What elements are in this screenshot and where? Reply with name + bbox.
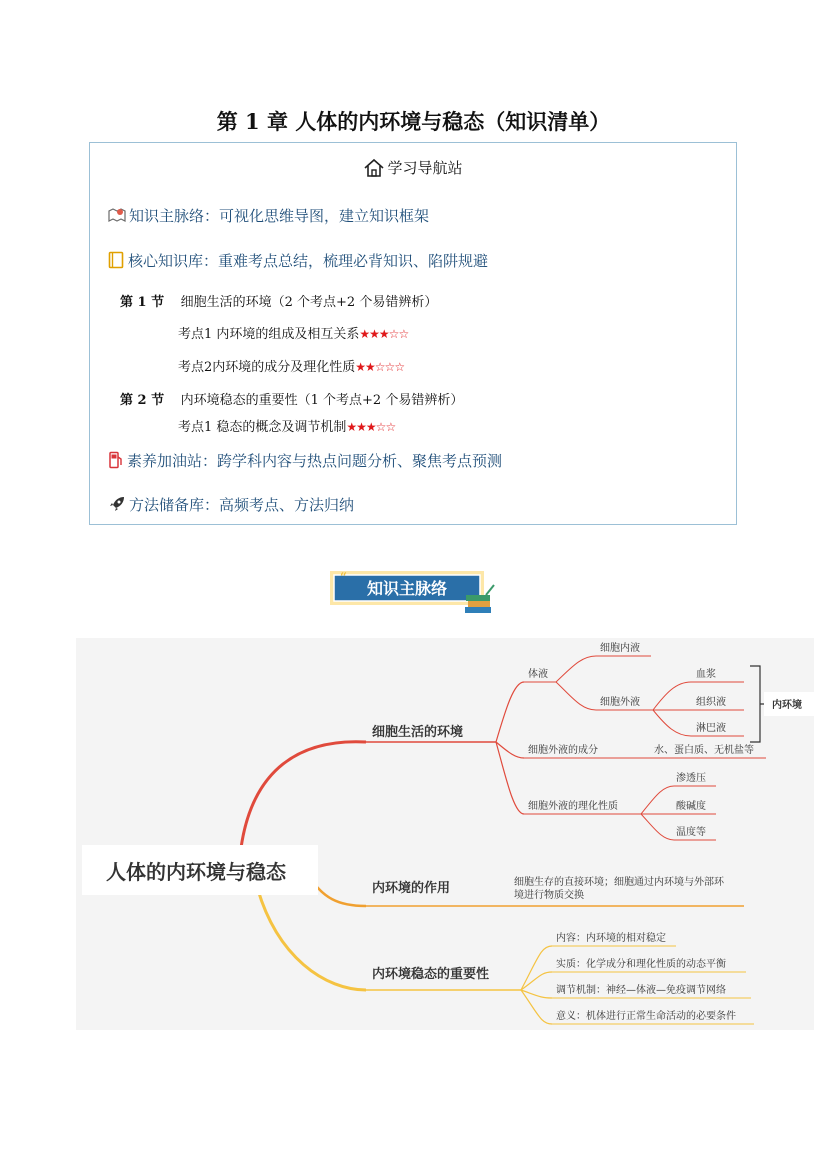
nav-row-label: 方法储备库: [129, 496, 205, 514]
branch3-item-significance: 意义：机体进行正常生命活动的必要条件: [556, 1011, 736, 1022]
nav-header: [90, 157, 736, 178]
section-1: [120, 291, 437, 310]
nav-row-literacy: [108, 450, 502, 471]
difficulty-stars: ★★★☆☆: [346, 420, 396, 434]
xibaowaiye-label: 细胞外液: [600, 697, 640, 708]
mindmap: [76, 638, 814, 1030]
kaodian-text: 考点2内环境的成分及理化性质: [178, 360, 356, 375]
nav-row-desc: ：重难考点总结，梳理必背知识、陷阱规避: [203, 252, 489, 270]
branch-line-3: [256, 883, 366, 990]
branch-line-1: [241, 742, 366, 848]
home-icon: [363, 158, 385, 178]
section-badge: [328, 567, 498, 617]
rocket-icon: [108, 495, 126, 513]
branch2-title: 内环境的作用: [372, 881, 451, 896]
nav-row-desc: ：高频考点、方法归纳: [204, 496, 355, 514]
nav-row-desc: ：可视化思维导图，建立知识框架: [204, 207, 430, 225]
section-text: 细胞生活的环境（2 个考点+2 个易错辨析）: [180, 295, 438, 310]
root-label: 人体的内环境与稳态: [106, 860, 286, 884]
difficulty-stars: ★★★☆☆: [359, 327, 409, 341]
branch3-title: 内环境稳态的重要性: [372, 967, 490, 982]
difficulty-stars: ★★☆☆☆: [355, 360, 405, 374]
lihua-item-osmotic: 渗透压: [676, 773, 706, 784]
branch3-item-essence: 实质：化学成分和理化性质的动态平衡: [556, 959, 726, 970]
section-2: [120, 389, 463, 408]
nav-row-mindmap: [108, 205, 429, 226]
nav-row-desc: ：跨学科内容与热点问题分析、聚焦考点预测: [202, 452, 503, 470]
chengfen-value: 水、蛋白质、无机盐等: [654, 745, 754, 756]
xibaoneiye-label: 细胞内液: [600, 643, 640, 654]
learning-navigation-box: [89, 142, 737, 525]
kaodian-1-1: [178, 323, 408, 342]
nav-row-core-knowledge: [108, 250, 488, 271]
nav-row-label: 核心知识库: [128, 252, 204, 270]
book-icon: [108, 251, 125, 269]
nav-header-text: 学习导航站: [387, 159, 463, 177]
fluid-lymph: 淋巴液: [696, 723, 726, 734]
lihua-label: 细胞外液的理化性质: [528, 801, 618, 812]
fluid-plasma: 血浆: [696, 669, 716, 680]
lihua-item-ph: 酸碱度: [676, 801, 706, 812]
kaodian-1-2: [178, 356, 404, 375]
lihua-item-temp: 温度等: [676, 827, 706, 838]
section-number: 第 1 节: [120, 295, 165, 310]
fuel-pump-icon: [108, 451, 124, 469]
nav-row-methods: [108, 494, 354, 515]
branch1-title: 细胞生活的环境: [372, 725, 464, 740]
mindmap-canvas: [76, 638, 814, 1030]
section-text: 内环境稳态的重要性（1 个考点+2 个易错辨析）: [180, 393, 464, 408]
inner-env-label: 内环境: [772, 700, 802, 711]
kaodian-text: 考点1 稳态的概念及调节机制: [178, 420, 347, 435]
page-title: 第 1 章 人体的内环境与稳态（知识清单）: [216, 109, 611, 134]
branch3-item-mechanism: 调节机制：神经—体液—免疫调节网络: [556, 985, 726, 996]
branch2-desc-line1: 细胞生存的直接环境；细胞通过内环境与外部环: [514, 877, 724, 888]
kaodian-2-1: [178, 416, 395, 435]
branch3-item-content: 内容：内环境的相对稳定: [556, 933, 666, 944]
nav-row-label: 知识主脉络: [129, 207, 205, 225]
section-number: 第 2 节: [120, 393, 165, 408]
chengfen-label: 细胞外液的成分: [528, 745, 598, 756]
nav-row-label: 素养加油站: [127, 452, 203, 470]
badge-text: 知识主脉络: [366, 579, 448, 598]
kaodian-text: 考点1 内环境的组成及相互关系: [178, 327, 360, 342]
svg-text:“: “: [340, 570, 347, 584]
branch2-desc-line2: 境进行物质交换: [514, 890, 584, 901]
fluid-tissue: 组织液: [696, 697, 726, 708]
tiye-label: 体液: [528, 669, 548, 680]
map-pin-icon: [108, 206, 126, 224]
